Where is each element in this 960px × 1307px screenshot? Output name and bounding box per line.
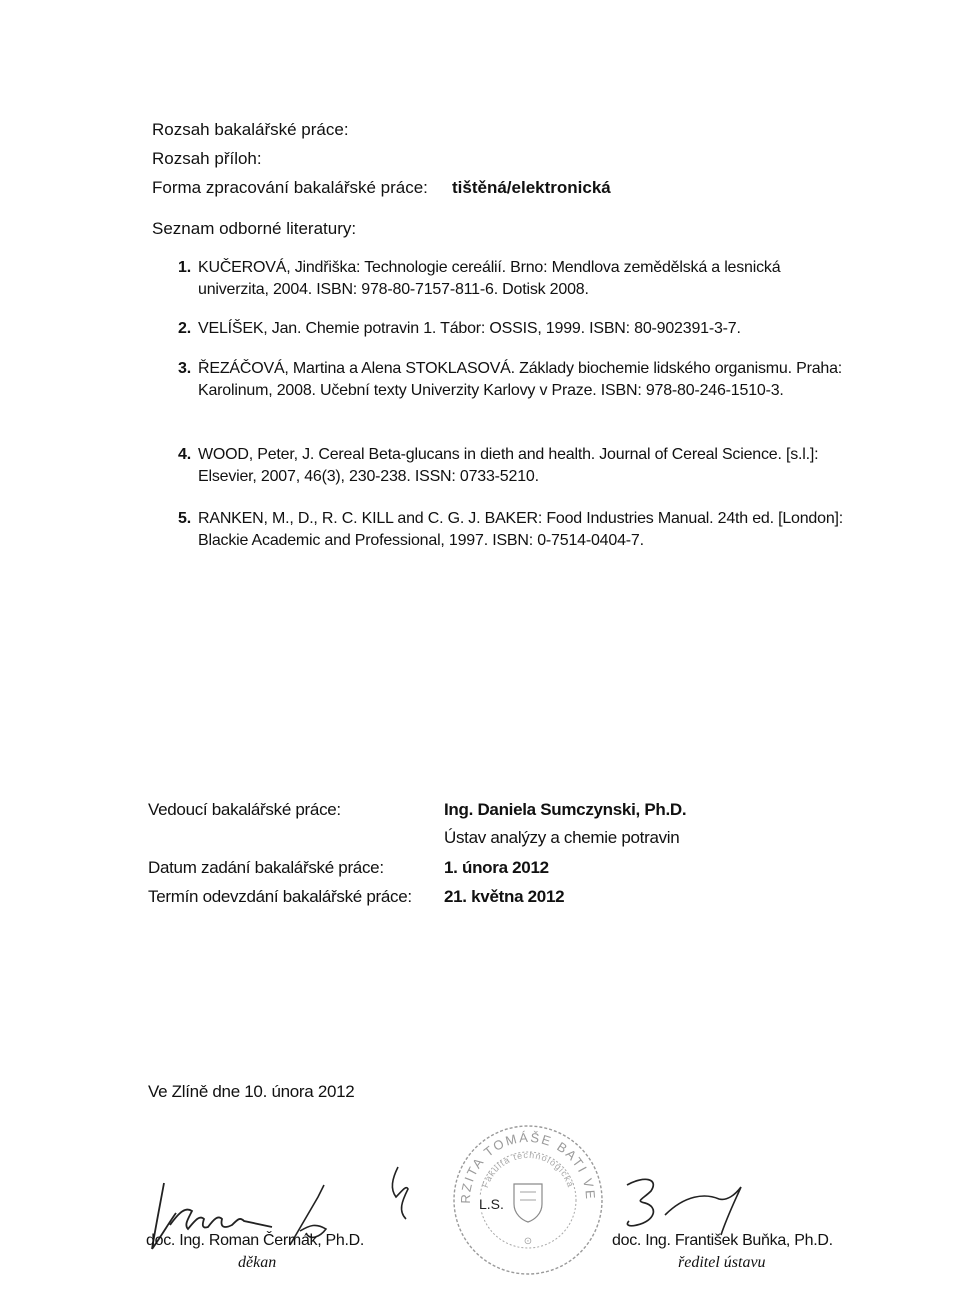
reference-text: WOOD, Peter, J. Cereal Beta-glucans in dieth and health. Journal of Cereal Science. [s.l.]: Elsevier, 2007, 46(3), 230-238. ISSN: 0733-5210. (198, 446, 819, 485)
seal-ls: L.S. (479, 1196, 504, 1212)
supervisor-label: Vedoucí bakalářské práce: (148, 800, 341, 819)
reference-item (178, 444, 858, 490)
seal-stamp (442, 1108, 608, 1280)
place-date: Ve Zlíně dne 10. února 2012 (148, 1082, 355, 1101)
reference-text: ŘEZÁČOVÁ, Martina a Alena STOKLASOVÁ. Základy biochemie lidského organismu. Praha: Karolinum, 2008. Učební texty Univerzity Karlovy v Praze. ISBN: 978-80-246-1510-3. (198, 360, 843, 399)
reference-number: 2. (178, 320, 191, 337)
submit-date-label: Termín odevzdání bakalářské práce: (148, 887, 412, 906)
reference-item (178, 508, 858, 554)
appendix-label: Rozsah příloh: (152, 149, 262, 168)
seal-subtext: Fakulta technologická (480, 1149, 576, 1190)
dean-name: doc. Ing. Roman Čermák, Ph.D. (146, 1232, 365, 1249)
reference-number: 3. (178, 360, 191, 377)
director-name: doc. Ing. František Buňka, Ph.D. (612, 1232, 833, 1249)
supervisor-name: Ing. Daniela Sumczynski, Ph.D. (444, 800, 687, 819)
reference-text: VELÍŠEK, Jan. Chemie potravin 1. Tábor: OSSIS, 1999. ISBN: 80-902391-3-7. (198, 320, 741, 337)
scope-label: Rozsah bakalářské práce: (152, 120, 349, 139)
submit-date: 21. května 2012 (444, 887, 565, 906)
seal-text: UNIVERZITA TOMÁŠE BATI VE ZLÍNĚ (442, 1108, 599, 1204)
director-title: ředitel ústavu (678, 1254, 766, 1271)
reference-item (178, 358, 858, 426)
supervisor-dept: Ústav analýzy a chemie potravin (444, 828, 680, 847)
form-label: Forma zpracování bakalářské práce: (152, 178, 428, 197)
reference-item (178, 318, 858, 342)
reference-item (178, 257, 858, 303)
reference-number: 1. (178, 259, 191, 276)
form-value: tištěná/elektronická (452, 178, 611, 197)
dean-title: děkan (238, 1254, 277, 1271)
assign-date: 1. února 2012 (444, 858, 549, 877)
literature-label: Seznam odborné literatury: (152, 219, 357, 238)
svg-text:⊙: ⊙ (523, 1236, 533, 1247)
reference-text: KUČEROVÁ, Jindřiška: Technologie cereálií. Brno: Mendlova zemědělská a lesnická univerzita, 2004. ISBN: 978-80-7157-811-6. Dotisk 2008. (198, 259, 781, 298)
reference-text: RANKEN, M., D., R. C. KILL and C. G. J. BAKER: Food Industries Manual. 24th ed. [London]: Blackie Academic and Professional, 1997. ISBN: 0-7514-0404-7. (198, 510, 844, 549)
assign-date-label: Datum zadání bakalářské práce: (148, 858, 384, 877)
reference-number: 4. (178, 446, 191, 463)
reference-number: 5. (178, 510, 191, 527)
